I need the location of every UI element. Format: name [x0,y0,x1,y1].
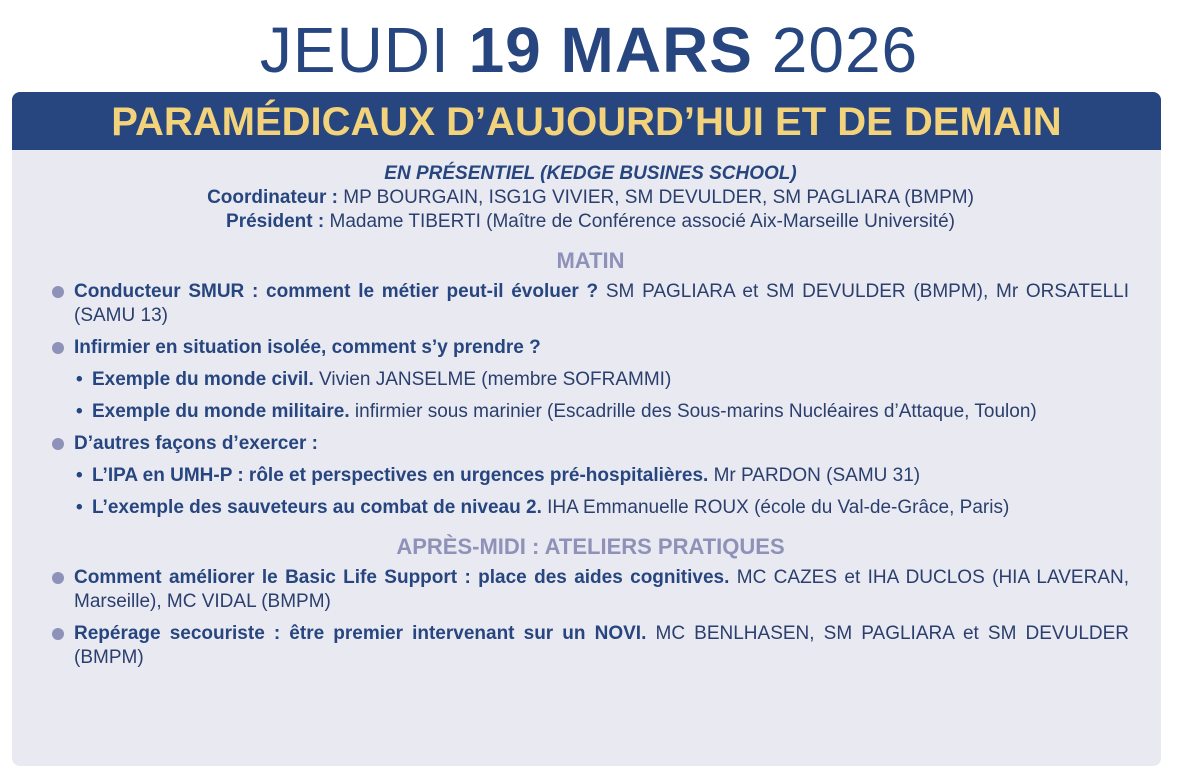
bullet-icon [52,286,64,298]
sub-item-speakers: infirmier sous marinier (Escadrille des Sous-marins Nucléaires d’Attaque, Toulon) [354,401,1037,422]
sub-item-title: Exemple du monde militaire. [92,401,350,422]
sub-item-speakers: Vivien JANSELME (membre SOFRAMMI) [319,369,672,390]
item-speakers: MC BENLHASEN, SM PAGLIARA et SM DEVULDER (BMPM) [74,623,1130,668]
date-year: 2026 [771,14,919,86]
sub-item-speakers: Mr PARDON (SAMU 31) [713,465,921,486]
sub-list-item [52,496,1129,520]
sub-list-item [52,400,1129,424]
sub-bullet-icon: • [76,401,83,422]
bullet-icon [52,438,64,450]
list-item [52,336,1129,360]
list-item [52,280,1129,328]
sub-item-title: Exemple du monde civil. [92,369,314,390]
sub-bullet-icon: • [76,497,83,518]
bullet-icon [52,342,64,354]
banner-title: PARAMÉDICAUX D’AUJOURD’HUI ET DE DEMAIN [12,92,1161,150]
sub-item-title: L’IPA en UMH-P : rôle et perspectives en urgences pré-hospitalières. [92,465,709,486]
program-content [12,150,1161,670]
sub-item-speakers: IHA Emmanuelle ROUX (école du Val-de-Grâce, Paris) [547,497,1010,518]
sub-bullet-icon: • [76,369,83,390]
coordinator-label: Coordinateur : [207,187,338,208]
bullet-icon [52,628,64,640]
date-day-month: 19 MARS [468,14,753,86]
item-title: Repérage secouriste : être premier intervenant sur un NOVI. [74,623,647,644]
program-panel [12,92,1161,766]
sub-list-item [52,464,1129,488]
item-speakers: SM PAGLIARA et SM DEVULDER (BMPM), Mr ORSATELLI (SAMU 13) [74,281,1129,326]
list-item [52,566,1129,614]
coordinator-line [52,186,1129,210]
event-mode: EN PRÉSENTIEL (KEDGE BUSINES SCHOOL) [384,163,797,184]
coordinator-value: MP BOURGAIN, ISG1G VIVIER, SM DEVULDER, SM PAGLIARA (BMPM) [343,187,974,208]
section-morning-title: MATIN [556,248,625,273]
list-item [52,622,1129,670]
date-title [0,14,1178,86]
item-speakers: MC CAZES et IHA DUCLOS (HIA LAVERAN, Marseille), MC VIDAL (BMPM) [74,567,1129,612]
list-item [52,432,1129,456]
sub-bullet-icon: • [76,465,83,486]
item-title: Infirmier en situation isolée, comment s’y prendre ? [74,337,541,358]
president-label: Président : [226,211,325,232]
president-line [52,210,1129,234]
item-title: D’autres façons d’exercer : [74,433,318,454]
item-title: Comment améliorer le Basic Life Support : place des aides cognitives. [74,567,730,588]
president-value: Madame TIBERTI (Maître de Conférence associé Aix-Marseille Université) [329,211,955,232]
date-weekday: JEUDI [259,14,450,86]
section-afternoon-title: APRÈS-MIDI : ATELIERS PRATIQUES [396,534,785,559]
item-title: Conducteur SMUR : comment le métier peut-il évoluer ? [74,281,599,302]
bullet-icon [52,572,64,584]
sub-item-title: L’exemple des sauveteurs au combat de niveau 2. [92,497,542,518]
sub-list-item [52,368,1129,392]
